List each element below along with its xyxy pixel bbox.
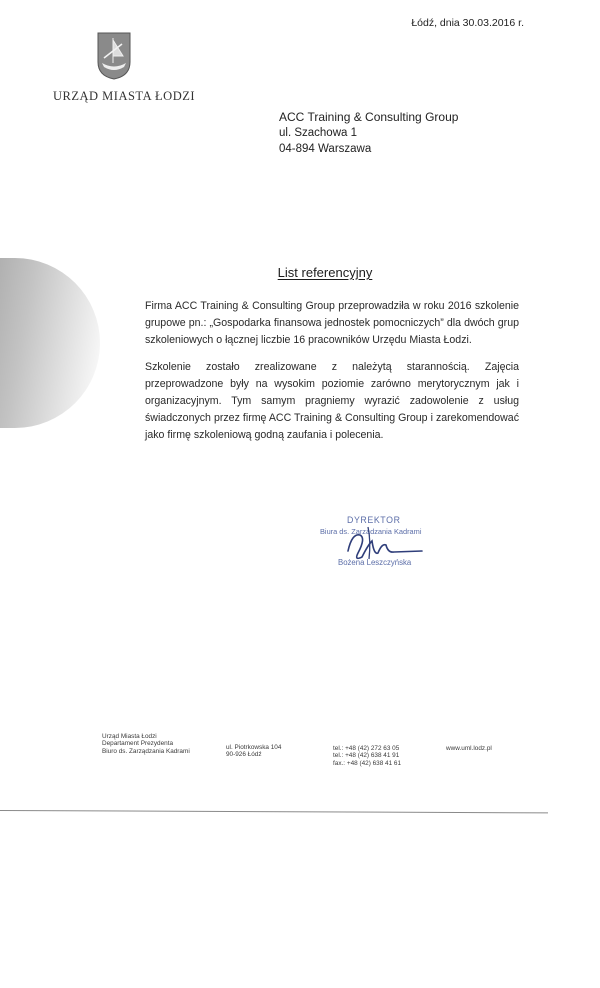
page-edge-line <box>0 810 548 813</box>
footer-phone: tel.: +48 (42) 272 63 05 <box>333 745 400 752</box>
stamp-unit: Biura ds. Zarządzania Kadrami <box>320 527 422 536</box>
recipient-city: 04-894 Warszawa <box>279 143 372 155</box>
footer-fax: fax.: +48 (42) 638 41 61 <box>333 759 402 767</box>
letter-body <box>145 298 519 445</box>
footer-org-line: Departament Prezydenta <box>102 740 174 748</box>
footer-address-line: ul. Piotrkowska 104 <box>226 744 282 751</box>
scan-shadow <box>0 258 100 428</box>
office-name: URZĄD MIASTA ŁODZI <box>53 89 196 103</box>
letter-title: List referencyjny <box>277 265 373 280</box>
letter-date: Łódź, dnia 30.03.2016 r. <box>411 17 524 29</box>
footer-address-line: 90-926 Łódź <box>226 751 262 759</box>
stamp-title: DYREKTOR <box>347 515 401 525</box>
footer-phone: tel.: +48 (42) 638 41 91 <box>333 752 400 760</box>
footer-org-line: Biuro ds. Zarządzania Kadrami <box>102 747 190 755</box>
footer-organization <box>102 733 190 755</box>
letter-paragraph-2: Szkolenie zostało zrealizowane z należytą starannością. Zajęcia przeprowadzone były na wysokim poziomie zarówno merytorycznym jak i organizacyjnym. Tym samym pragniemy wyrazić zadowolenie z usług świadczonych przez firmę ACC Training & Consulting Group i zarekomendować jako firmę szkoleniową godną zaufania i polecenia. <box>145 360 519 442</box>
letter-paragraph-1: Firma ACC Training & Consulting Group przeprowadziła w roku 2016 szkolenie grupowe pn.: „Gospodarka finansowa jednostek pomocniczych” dla dwóch grup szkoleniowych o łącznej liczbie 16 pracowników Urzędu Miasta Łodzi. <box>145 300 519 347</box>
recipient-address <box>279 109 458 157</box>
signature-stamp <box>316 515 456 575</box>
stamp-name: Bożena Leszczyńska <box>338 558 412 567</box>
city-crest-icon <box>96 32 132 80</box>
footer-org-line: Urząd Miasta Łodzi <box>102 733 157 740</box>
recipient-street: ul. Szachowa 1 <box>279 127 357 139</box>
letter-title-row <box>0 265 600 280</box>
footer-contact <box>333 745 401 767</box>
footer-address <box>226 744 281 759</box>
recipient-name: ACC Training & Consulting Group <box>279 110 459 124</box>
footer-website: www.uml.lodz.pl <box>446 745 492 752</box>
